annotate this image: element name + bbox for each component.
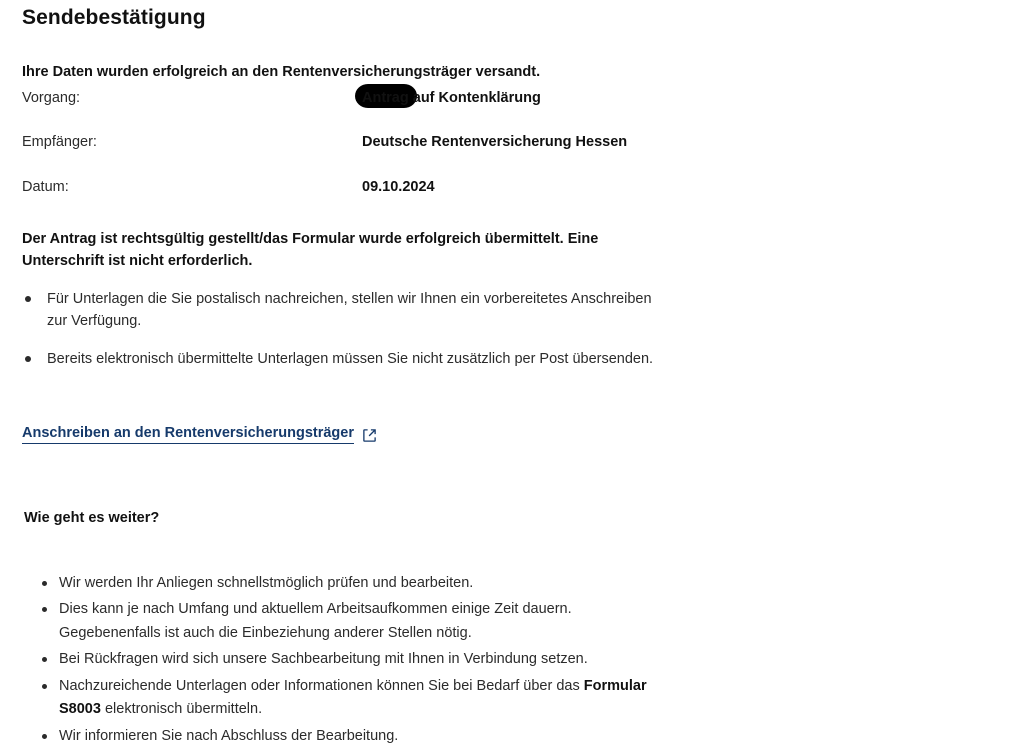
next-steps-list (38, 572, 668, 751)
field-label-empfaenger: Empfänger: (22, 134, 97, 150)
legal-note: Der Antrag ist rechtsgültig gestellt/das Formular wurde erfolgreich übermittelt. Eine Unterschrift ist nicht erforderlich. (22, 231, 599, 270)
field-value-datum: 09.10.2024 (362, 179, 435, 195)
list-item-text-before: Nachzureichende Unterlagen oder Informationen können Sie bei Bedarf über das (59, 677, 584, 694)
anschreiben-link-label: Anschreiben an den Rentenversicherungsträger (22, 425, 354, 444)
intro-text: Ihre Daten wurden erfolgreich an den Rentenversicherungsträger versandt. (22, 64, 541, 80)
field-label-vorgang: Vorgang: (22, 90, 81, 106)
list-item: Bereits elektronisch übermittelte Unterlagen müssen Sie nicht zusätzlich per Post übersenden. (22, 348, 662, 370)
list-item: Wir informieren Sie nach Abschluss der Bearbeitung. (38, 725, 668, 748)
next-steps-heading: Wie geht es weiter? (24, 510, 160, 526)
formular-code: Formular S8003 (59, 677, 647, 718)
external-link-icon (362, 428, 377, 443)
list-item: Für Unterlagen die Sie postalisch nachreichen, stellen wir Ihnen ein vorbereitetes Anschreiben zur Verfügung. (22, 288, 662, 332)
list-item-text-after: elektronisch übermitteln. (100, 701, 263, 718)
notes-list (22, 288, 662, 386)
list-item: Wir werden Ihr Anliegen schnellstmöglich prüfen und bearbeiten. (38, 572, 668, 595)
list-item: Bei Rückfragen wird sich unsere Sachbearbeitung mit Ihnen in Verbindung setzen. (38, 648, 668, 671)
anschreiben-link[interactable] (22, 425, 377, 444)
field-value-empfaenger: Deutsche Rentenversicherung Hessen (362, 134, 628, 150)
field-value-vorgang: Antrag auf Kontenklärung (362, 90, 541, 106)
list-item: Dies kann je nach Umfang und aktuellem Arbeitsaufkommen einige Zeit dauern. Gegebenenfalls ist auch die Einbeziehung anderer Stellen nötig. (38, 598, 668, 645)
field-label-datum: Datum: (22, 179, 69, 195)
list-item-formular (38, 675, 668, 722)
page-title: Sendebestätigung (22, 6, 206, 29)
